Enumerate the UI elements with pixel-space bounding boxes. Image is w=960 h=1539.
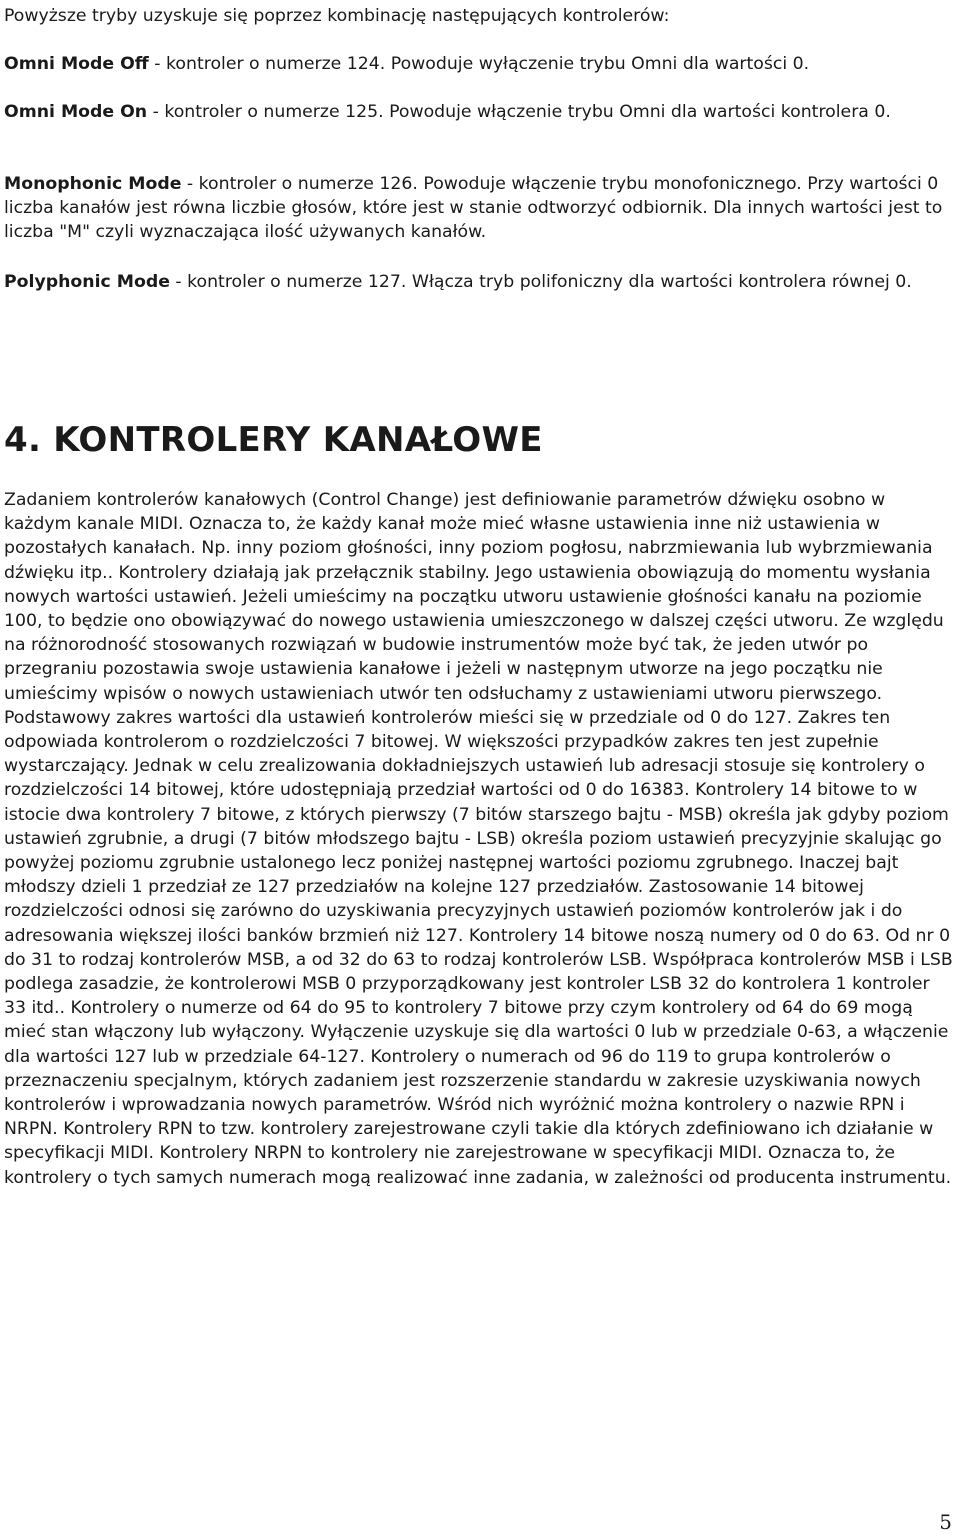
omni-mode-off-paragraph	[4, 52, 809, 76]
omni-mode-off-description: - kontroler o numerze 124. Powoduje wyłączenie trybu Omni dla wartości 0.	[148, 54, 810, 74]
omni-mode-on-paragraph	[4, 100, 891, 124]
monophonic-mode-description: - kontroler o numerze 126. Powoduje włączenie trybu monofonicznego. Przy wartości 0 liczba kanałów jest równa liczbie głosów, które jest w stanie odtworzyć odbiornik. Dla innych wartości jest to liczba "M" czyli wyznaczająca ilość używanych kanałów.	[4, 174, 943, 243]
omni-mode-off-term: Omni Mode Off	[4, 54, 149, 74]
omni-mode-on-description: - kontroler o numerze 125. Powoduje włączenie trybu Omni dla wartości kontrolera 0.	[147, 102, 891, 122]
intro-paragraph: Powyższe tryby uzyskuje się poprzez kombinację następujących kontrolerów:	[4, 6, 670, 26]
polyphonic-mode-paragraph	[4, 270, 912, 294]
monophonic-mode-term: Monophonic Mode	[4, 174, 182, 194]
page-number: 5	[939, 1510, 952, 1534]
section-heading: 4. KONTROLERY KANAŁOWE	[4, 420, 543, 460]
polyphonic-mode-description: - kontroler o numerze 127. Włącza tryb polifoniczny dla wartości kontrolera równej 0.	[169, 272, 912, 292]
omni-mode-on-term: Omni Mode On	[4, 102, 148, 122]
body-paragraph: Zadaniem kontrolerów kanałowych (Control Change) jest definiowanie parametrów dźwięku osobno w każdym kanale MIDI. Oznacza to, że każdy kanał może mieć własne ustawienia inne niż ustawienia w pozostałych kanałach. Np. inny poziom głośności, inny poziom pogłosu, nabrzmiewania lub wybrzmiewania dźwięku itp.. Kontrolery działają jak przełącznik stabilny. Jego ustawienia obowiązują do momentu wysłania nowych wartości ustawień. Jeżeli umieścimy na początku utworu ustawienie głośności kanału na poziomie 100, to będzie ono obowiązywać do nowego ustawienia umieszczonego w dalszej części utworu. Ze względu na różnorodność stosowanych rozwiązań w budowie instrumentów może być tak, że jeden utwór po przegraniu pozostawia swoje ustawienia kanałowe i jeżeli w następnym utworze na jego początku nie umieścimy wpisów o nowych ustawieniach utwór ten odsłuchamy z ustawieniami utworu pierwszego. Podstawowy zakres wartości dla ustawień kontrolerów mieści się w przedziale od 0 do 127. Zakres ten odpowiada kontrolerom o rozdzielczości 7 bitowej. W większości przypadków zakres ten jest zupełnie wystarczający. Jednak w celu zrealizowania dokładniejszych ustawień lub adresacji stosuje się kontrolery o rozdzielczości 14 bitowej, które udostępniają przedział wartości od 0 do 16383. Kontrolery 14 bitowe to w istocie dwa kontrolery 7 bitowe, z których pierwszy (7 bitów starszego bajtu - MSB) określa jak gdyby poziom ustawień zgrubnie, a drugi (7 bitów młodszego bajtu - LSB) określa poziom ustawień precyzyjnie skalując go powyżej poziomu zgrubnie ustalonego lecz poniżej następnej wartości poziomu zgrubnego. Inaczej bajt młodszy dzieli 1 przedział ze 127 przedziałów na kolejne 127 przedziałów. Zastosowanie 14 bitowej rozdzielczości odnosi się zarówno do uzyskiwania precyzyjnych ustawień poziomów kontrolerów jak i do adresowania większej ilości banków brzmień niż 127. Kontrolery 14 bitowe noszą numery od 0 do 63. Od nr 0 do 31 to rodzaj kontrolerów MSB, a od 32 do 63 to rodzaj kontrolerów LSB. Współpraca kontrolerów MSB i LSB podlega zasadzie, że kontrolerowi MSB 0 przyporządkowany jest kontroler LSB 32 do kontrolera 1 kontroler 33 itd.. Kontrolery o numerze od 64 do 95 to kontrolery 7 bitowe przy czym kontrolery od 64 do 69 mogą mieć stan włączony lub wyłączony. Wyłączenie uzyskuje się dla wartości 0 lub w przedziale 0-63, a włączenie dla wartości 127 lub w przedziale 64-127. Kontrolery o numerach od 96 do 119 to grupa kontrolerów o przeznaczeniu specjalnym, których zadaniem jest rozszerzenie standardu w zakresie uzyskiwania nowych kontrolerów i wprowadzania nowych parametrów. Wśród nich wyróżnić można kontrolery o nazwie RPN i NRPN. Kontrolery RPN to tzw. kontrolery zarejestrowane czyli takie dla których zdefiniowano ich działanie w specyfikacji MIDI. Kontrolery NRPN to kontrolery nie zarejestrowane w specyfikacji MIDI. Oznacza to, że kontrolery o tych samych numerach mogą realizować inne zadania, w zależności od producenta instrumentu.	[4, 490, 953, 1188]
monophonic-mode-paragraph	[4, 172, 954, 245]
polyphonic-mode-term: Polyphonic Mode	[4, 272, 170, 292]
